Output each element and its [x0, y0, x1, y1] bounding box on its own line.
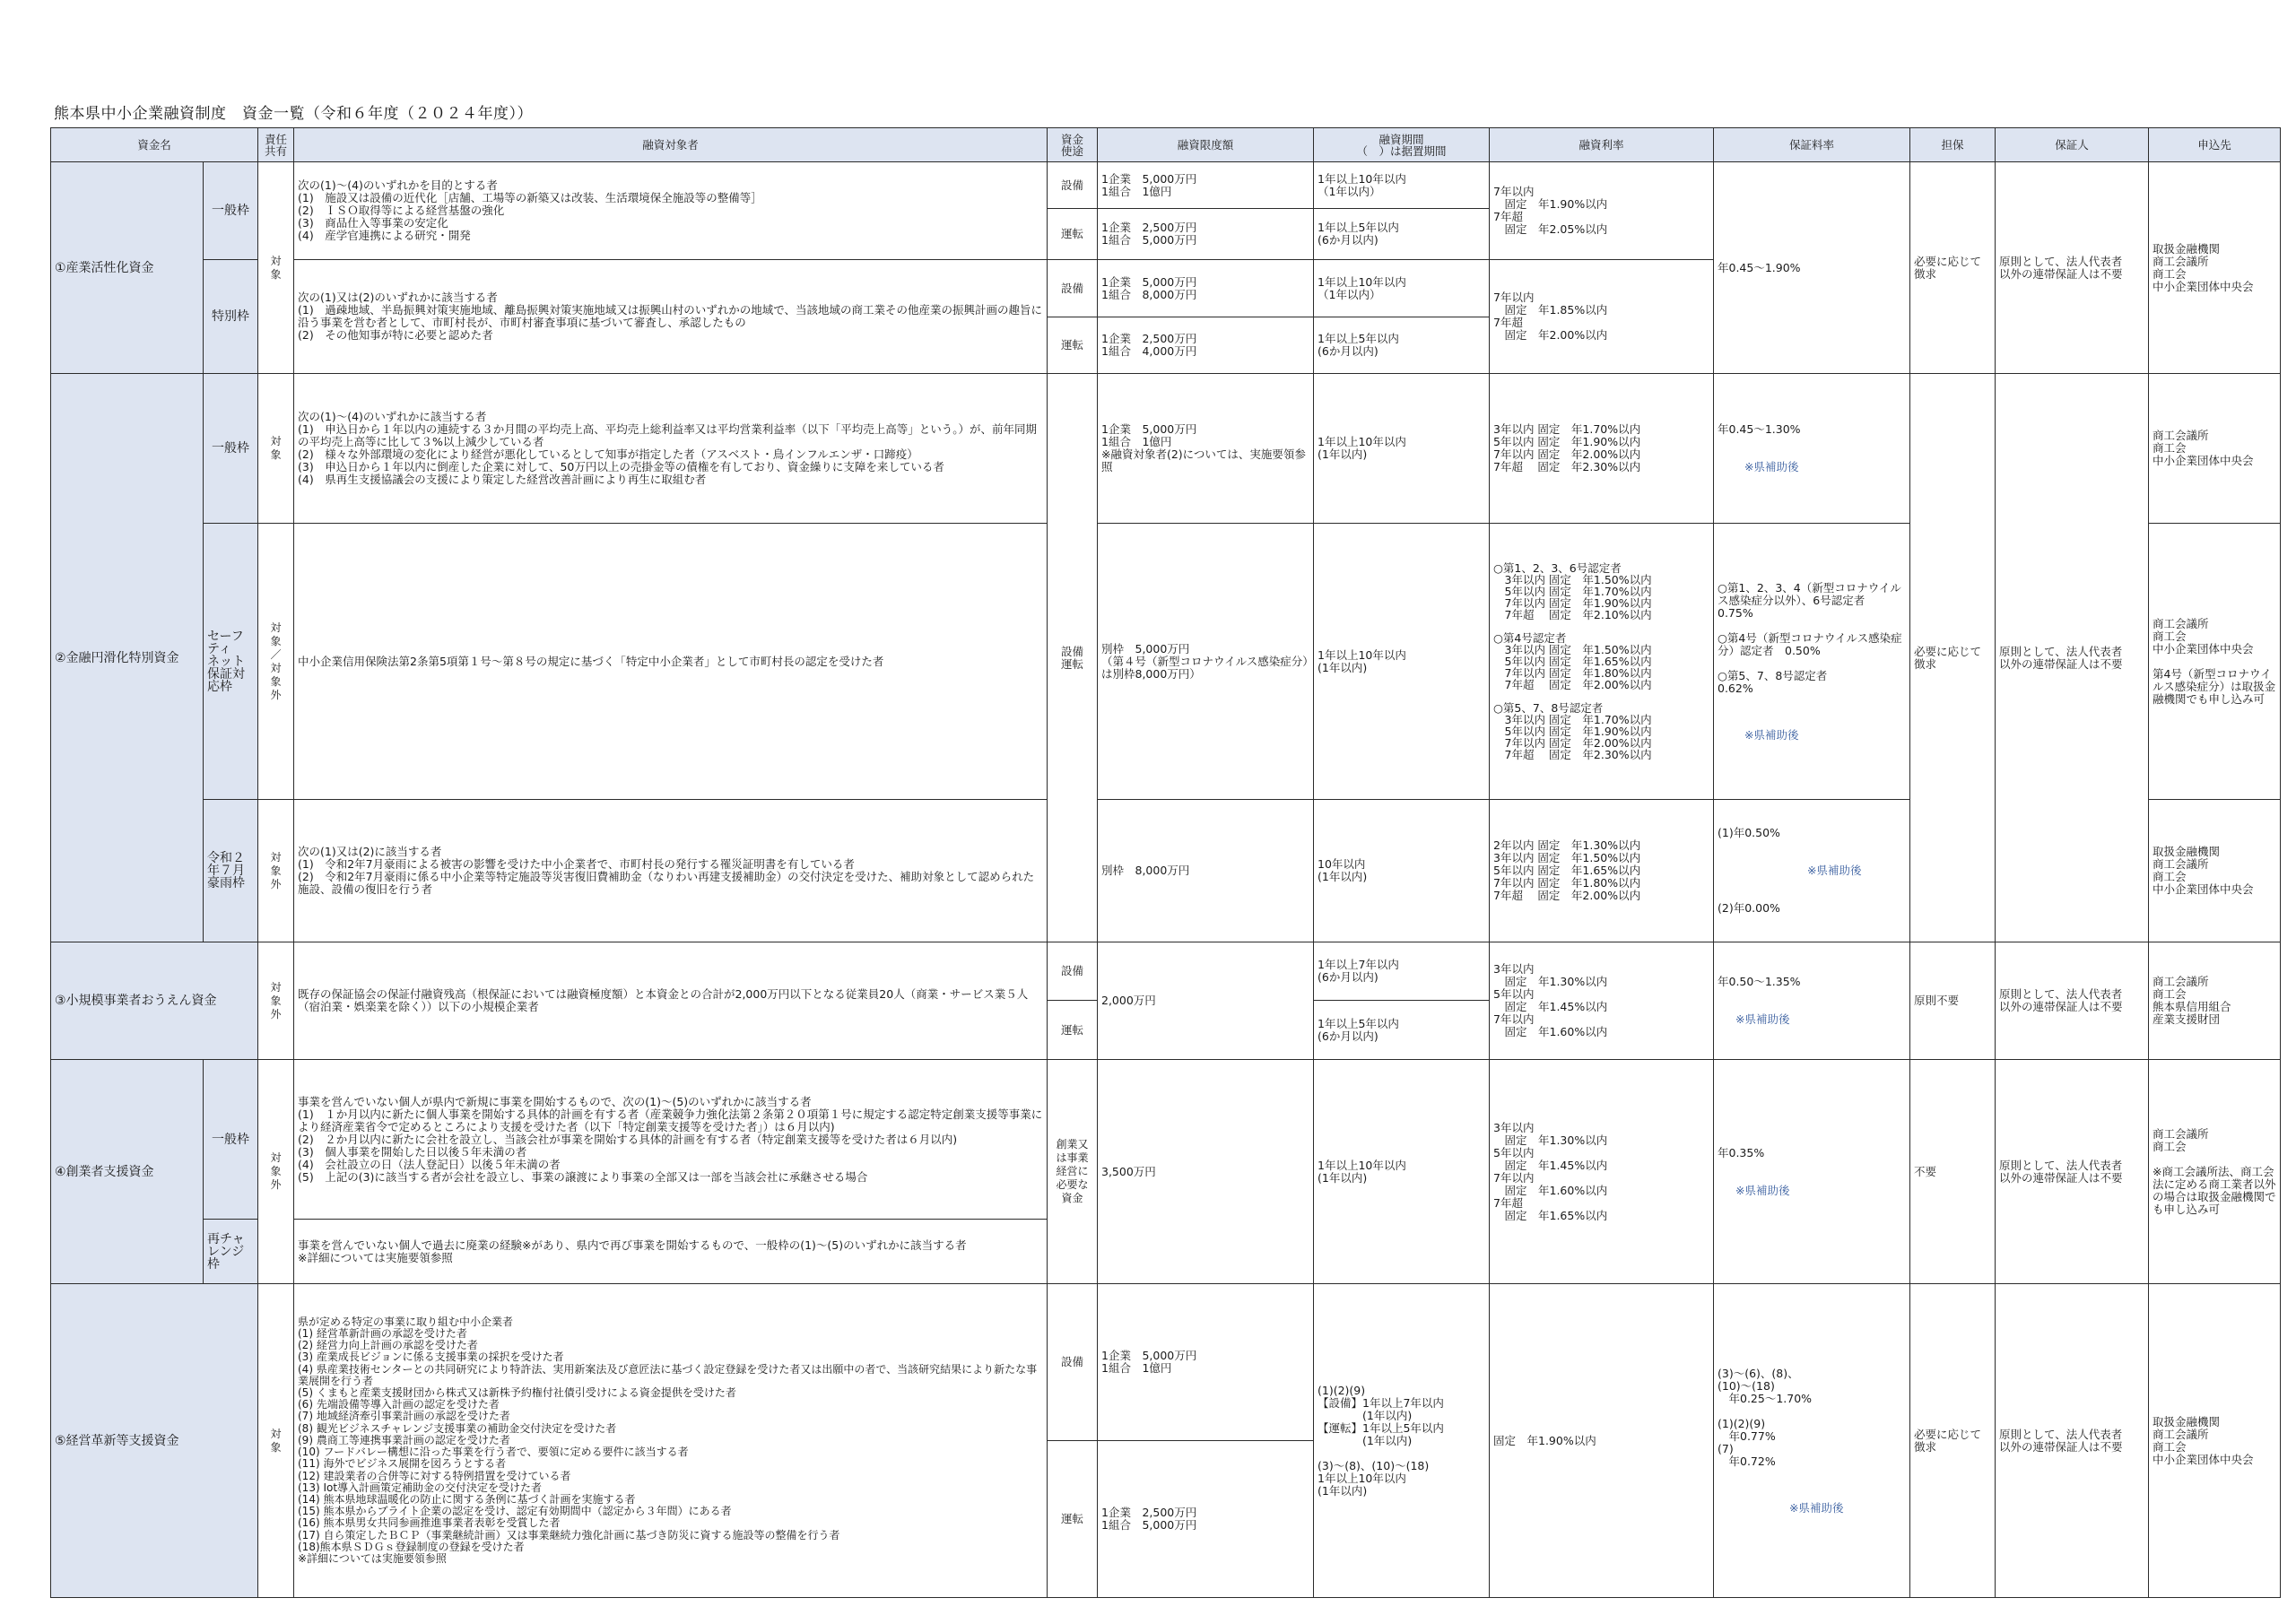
s4-rechallenge-label: 再チャ レンジ 枠	[204, 1220, 258, 1284]
s5-eq-limit: 1企業 5,000万円 1組合 1億円	[1098, 1284, 1314, 1441]
s3-joint: 対 象 外	[258, 942, 294, 1060]
s4-period: 1年以上10年以内 (1年以内)	[1314, 1060, 1490, 1284]
s5-guarantor: 原則として、法人代表者 以外の連帯保証人は不要	[1996, 1284, 2149, 1598]
header-name: 資金名	[51, 128, 258, 162]
s1-general-op-limit: 1企業 2,500万円 1組合 5,000万円	[1098, 209, 1314, 260]
s1-collateral: 必要に応じて 徴求	[1910, 162, 1996, 374]
s5-collateral: 必要に応じて 徴求	[1910, 1284, 1996, 1598]
s2-flood-target: 次の(1)又は(2)に該当する者 (1) 令和2年7月豪雨による被害の影響を受けた中小企業者で、市町村長の発行する罹災証明書を有している者 (2) 令和2年7月豪雨に係る中小企業等特定施設等災害復旧費補助金（なりわい再建支援補助金）の交付決定を受けた、補助対象として認められた施設、設備の復旧を行う者	[294, 800, 1048, 942]
s1-special-eq-limit: 1企業 5,000万円 1組合 8,000万円	[1098, 260, 1314, 317]
s2-flood-fee	[1714, 800, 1910, 942]
s2-safety-fee-value: ○第1、2、3、4（新型コロナウイルス感染症分以外）、6号認定者 0.75% ○第4号（新型コロナウイルス感染症分）認定者 0.50% ○第5、7、8号認定者 0.62%	[1718, 580, 1902, 695]
s1-special-eq-period: 1年以上10年以内 （1年以内）	[1314, 260, 1490, 317]
s3-fee-note: ※県補助後	[1735, 1012, 1790, 1026]
s4-apply: 商工会議所 商工会 ※商工会議所法、商工会法に定める商工業者以外の場合は取扱金融機関でも申し込み可	[2149, 1060, 2281, 1284]
s1-general-label: 一般枠	[204, 162, 258, 260]
s4-limit: 3,500万円	[1098, 1060, 1314, 1284]
s3-name: ③小規模事業者おうえん資金	[51, 942, 258, 1060]
s2-safety-rate: ○第1、2、3、6号認定者 3年以内 固定 年1.50%以内 5年以内 固定 年1.70%以内 7年以内 固定 年1.90%以内 7年超 固定 年2.10%以内 ○第4号認定者 3年以内 固定 年1.50%以内 5年以内 固定 年1.65%以内 7年以内 固定 年1.80%以内 7年超 固定 年2.00%以内 ○第5、7、8号認定者 3年以内 固定 年1.70%以内 5年以内 固定 年1.90%以内 7年以内 固定 年2.00%以内 7年超 固定 年2.30%以内	[1490, 524, 1714, 800]
s1-joint: 対 象	[258, 162, 294, 374]
s1-general-rate: 7年以内 固定 年1.90%以内 7年超 固定 年2.05%以内	[1490, 162, 1714, 260]
s5-apply: 取扱金融機関 商工会議所 商工会 中小企業団体中央会	[2149, 1284, 2281, 1598]
s2-flood-apply: 取扱金融機関 商工会議所 商工会 中小企業団体中央会	[2149, 800, 2281, 942]
s5-fee-value: (3)～(6)、(8)、 (10)～(18) 年0.25～1.70% (1)(2)(9) 年0.77% (7) 年0.72%	[1718, 1366, 1813, 1468]
s2-general-apply: 商工会議所 商工会 中小企業団体中央会	[2149, 374, 2281, 524]
s2-use: 設備 運転	[1048, 374, 1098, 942]
s2-safety-period: 1年以上10年以内 (1年以内)	[1314, 524, 1490, 800]
s3-eq-use: 設備	[1048, 942, 1098, 1001]
s4-use: 創業又 は事業 経営に 必要な 資金	[1048, 1060, 1098, 1284]
s1-general-eq-limit: 1企業 5,000万円 1組合 1億円	[1098, 162, 1314, 209]
s4-name: ④創業者支援資金	[51, 1060, 204, 1284]
s2-general-fee-value: 年0.45～1.30%	[1718, 422, 1801, 436]
s3-apply: 商工会議所 商工会 熊本県信用組合 産業支援財団	[2149, 942, 2281, 1060]
s1-general-op-period: 1年以上5年以内 (6か月以内)	[1314, 209, 1490, 260]
header-row	[51, 128, 2281, 162]
s5-eq-use: 設備	[1048, 1284, 1098, 1441]
s1-special-eq-use: 設備	[1048, 260, 1098, 317]
s5-rate: 固定 年1.90%以内	[1490, 1284, 1714, 1598]
loan-system-table	[50, 127, 2281, 1598]
s2-name: ②金融円滑化特別資金	[51, 374, 204, 942]
s2-safety-fee-note: ※県補助後	[1744, 727, 1799, 742]
s2-safety-target: 中小企業信用保険法第2条第5項第１号～第８号の規定に基づく「特定中小企業者」として市町村長の認定を受けた者	[294, 524, 1048, 800]
s1-guarantor: 原則として、法人代表者 以外の連帯保証人は不要	[1996, 162, 2149, 374]
s2-safety-fee	[1714, 524, 1910, 800]
s5-op-limit: 1企業 2,500万円 1組合 5,000万円	[1098, 1441, 1314, 1598]
s2-general-fee-note: ※県補助後	[1744, 460, 1799, 473]
s2-general-fee	[1714, 374, 1910, 524]
s5-op-use: 運転	[1048, 1441, 1098, 1598]
s2-general-row	[51, 374, 2281, 524]
s5-period: (1)(2)(9) 【設備】1年以上7年以内 (1年以内) 【運転】1年以上5年以内 (1年以内) (3)～(8)、(10)～(18) 1年以上10年以内 (1年以内)	[1314, 1284, 1490, 1598]
s2-general-period: 1年以上10年以内 (1年以内)	[1314, 374, 1490, 524]
s2-guarantor: 原則として、法人代表者 以外の連帯保証人は不要	[1996, 374, 2149, 942]
s1-general-op-use: 運転	[1048, 209, 1098, 260]
s3-fee-value: 年0.50～1.35%	[1718, 975, 1801, 988]
header-use: 資金 使途	[1048, 128, 1098, 162]
header-period: 融資期間 （ ）は据置期間	[1314, 128, 1490, 162]
s3-guarantor: 原則として、法人代表者 以外の連帯保証人は不要	[1996, 942, 2149, 1060]
s2-safety-joint: 対 象 ／ 対 象 外	[258, 524, 294, 800]
s2-safety-limit: 別枠 5,000万円 （第４号（新型コロナウイルス感染症分）は別枠8,000万円）	[1098, 524, 1314, 800]
s1-name: ①産業活性化資金	[51, 162, 204, 374]
s5-fee	[1714, 1284, 1910, 1598]
s2-general-limit: 1企業 5,000万円 1組合 1億円 ※融資対象者(2)については、実施要領参照	[1098, 374, 1314, 524]
s1-general-target: 次の(1)～(4)のいずれかを目的とする者 (1) 施設又は設備の近代化［店舗、工場等の新築又は改装、生活環境保全施設等の整備等］ (2) ＩＳＯ取得等による経営基盤の強化 (3) 商品仕入等事業の安定化 (4) 産学官連携による研究・開発	[294, 162, 1048, 260]
s4-general-row	[51, 1060, 2281, 1220]
s3-limit: 2,000万円	[1098, 942, 1314, 1060]
s4-fee	[1714, 1060, 1910, 1284]
s3-eq-period: 1年以上7年以内 (6か月以内)	[1314, 942, 1490, 1001]
s5-fee-note: ※県補助後	[1789, 1500, 1844, 1515]
s1-fee: 年0.45～1.90%	[1714, 162, 1910, 374]
s4-rate: 3年以内 固定 年1.30%以内 5年以内 固定 年1.45%以内 7年以内 固定 年1.60%以内 7年超 固定 年1.65%以内	[1490, 1060, 1714, 1284]
s1-special-rate: 7年以内 固定 年1.85%以内 7年超 固定 年2.00%以内	[1490, 260, 1714, 374]
s3-equipment-row	[51, 942, 2281, 1001]
s1-special-op-use: 運転	[1048, 317, 1098, 374]
s4-guarantor: 原則として、法人代表者 以外の連帯保証人は不要	[1996, 1060, 2149, 1284]
header-apply: 申込先	[2149, 128, 2281, 162]
s2-general-joint: 対 象	[258, 374, 294, 524]
header-limit: 融資限度額	[1098, 128, 1314, 162]
s3-collateral: 原則不要	[1910, 942, 1996, 1060]
s2-general-label: 一般枠	[204, 374, 258, 524]
s1-special-label: 特別枠	[204, 260, 258, 374]
s3-op-period: 1年以上5年以内 (6か月以内)	[1314, 1001, 1490, 1060]
s1-general-equipment-row	[51, 162, 2281, 209]
s2-general-target: 次の(1)～(4)のいずれかに該当する者 (1) 申込日から１年以内の連続する３か月間の平均売上高、平均売上総利益率又は平均営業利益率（以下「平均売上高等」という。）が、前年同期の平均売上高等に比して３%以上減少している者 (2) 様々な外部環境の変化により経営が悪化しているとして知事が指定した者（アスベスト・鳥インフルエンザ・口蹄疫） (3) 申込日から１年以内に倒産した企業に対して、50万円以上の売掛金等の債権を有しており、資金繰りに支障を来している者 (4) 県再生支援協議会の支援により策定した経営改善計画により再生に取組む者	[294, 374, 1048, 524]
header-guarantor: 保証人	[1996, 128, 2149, 162]
s1-apply: 取扱金融機関 商工会議所 商工会 中小企業団体中央会	[2149, 162, 2281, 374]
s5-equipment-row	[51, 1284, 2281, 1441]
s3-rate: 3年以内 固定 年1.30%以内 5年以内 固定 年1.45%以内 7年以内 固定 年1.60%以内	[1490, 942, 1714, 1060]
header-joint: 責任 共有	[258, 128, 294, 162]
s2-flood-fee1: (1)年0.50%	[1718, 826, 1780, 839]
s1-general-eq-use: 設備	[1048, 162, 1098, 209]
page-title: 熊本県中小企業融資制度 資金一覧（令和６年度（２０２４年度））	[54, 105, 533, 123]
s4-joint: 対 象 外	[258, 1060, 294, 1284]
s4-general-label: 一般枠	[204, 1060, 258, 1220]
header-collateral: 担保	[1910, 128, 1996, 162]
s3-target: 既存の保証協会の保証付融資残高（根保証においては融資極度額）と本資金との合計が2,000万円以下となる従業員20人（商業・サービス業５人（宿泊業・娯楽業を除く））以下の小規模企業者	[294, 942, 1048, 1060]
s2-flood-joint: 対 象 外	[258, 800, 294, 942]
s4-fee-value: 年0.35%	[1718, 1145, 1765, 1159]
s4-general-target: 事業を営んでいない個人が県内で新規に事業を開始するもので、次の(1)～(5)のいずれかに該当する者 (1) １か月以内に新たに個人事業を開始する具体的計画を有する者（産業競争力強化法第２条第２０項第１号に規定する認定特定創業支援等事業により経済産業省令で定めるところにより支援を受けた者（以下「特定創業支援等を受けた者」）は６月以内) (2) ２か月以内に新たに会社を設立し、当該会社が事業を開始する具体的計画を有する者（特定創業支援等を受けた者は６月以内) (3) 個人事業を開始した日以後５年未満の者 (4) 会社設立の日（法人登記日）以後５年未満の者 (5) 上記の(3)に該当する者が会社を設立し、事業の譲渡により事業の全部又は一部を当該会社に承継させる場合	[294, 1060, 1048, 1220]
s4-fee-note: ※県補助後	[1735, 1183, 1790, 1197]
s2-flood-rate: 2年以内 固定 年1.30%以内 3年以内 固定 年1.50%以内 5年以内 固定 年1.65%以内 7年以内 固定 年1.80%以内 7年超 固定 年2.00%以内	[1490, 800, 1714, 942]
s2-general-rate: 3年以内 固定 年1.70%以内 5年以内 固定 年1.90%以内 7年以内 固定 年2.00%以内 7年超 固定 年2.30%以内	[1490, 374, 1714, 524]
header-rate: 融資利率	[1490, 128, 1714, 162]
header-target: 融資対象者	[294, 128, 1048, 162]
s1-special-target: 次の(1)又は(2)のいずれかに該当する者 (1) 過疎地域、半島振興対策実施地域、離島振興対策実施地域又は振興山村のいずれかの地域で、当該地域の商工業その他産業の振興計画の趣旨に沿う事業を営む者として、市町村長が、市町村審査事項に基づいて審査し、承認したもの (2) その他知事が特に必要と認めた者	[294, 260, 1048, 374]
s1-special-op-limit: 1企業 2,500万円 1組合 4,000万円	[1098, 317, 1314, 374]
s4-rechallenge-target: 事業を営んでいない個人で過去に廃業の経験※があり、県内で再び事業を開始するもので、一般枠の(1)～(5)のいずれかに該当する者 ※詳細については実施要領参照	[294, 1220, 1048, 1284]
header-fee: 保証料率	[1714, 128, 1910, 162]
s4-collateral: 不要	[1910, 1060, 1996, 1284]
s2-flood-period: 10年以内 (1年以内)	[1314, 800, 1490, 942]
s3-fee	[1714, 942, 1910, 1060]
s5-name: ⑤経営革新等支援資金	[51, 1284, 258, 1598]
s1-general-eq-period: 1年以上10年以内 （1年以内）	[1314, 162, 1490, 209]
s2-flood-limit: 別枠 8,000万円	[1098, 800, 1314, 942]
s2-flood-fee2: (2)年0.00%	[1718, 901, 1780, 915]
s2-collateral: 必要に応じて 徴求	[1910, 374, 1996, 942]
s2-safety-label: セーフ ティ ネット 保証対 応枠	[204, 524, 258, 800]
s2-flood-label: 令和２ 年７月 豪雨枠	[204, 800, 258, 942]
s3-op-use: 運転	[1048, 1001, 1098, 1060]
s2-safety-apply: 商工会議所 商工会 中小企業団体中央会 第4号（新型コロナウイルス感染症分）は取扱金融機関でも申し込み可	[2149, 524, 2281, 800]
s2-flood-fee-note: ※県補助後	[1807, 864, 1862, 877]
s5-joint: 対 象	[258, 1284, 294, 1598]
s1-special-op-period: 1年以上5年以内 (6か月以内)	[1314, 317, 1490, 374]
s5-target: 県が定める特定の事業に取り組む中小企業者 (1) 経営革新計画の承認を受けた者 (2) 経営力向上計画の承認を受けた者 (3) 産業成長ビジョンに係る支援事業の採択を受けた者 (4) 県産業技術センターとの共同研究により特許法、実用新案法及び意匠法に基づく設定登録を受けた者又は出願中の者で、当該研究結果により新たな事業展開を行う者 (5) くまもと産業支援財団から株式又は新株予約権付社債引受けによる資金提供を受けた者 (6) 先端設備等導入計画の認定を受けた者 (7) 地域経済牽引事業計画の承認を受けた者 (8) 観光ビジネスチャレンジ支援事業の補助金交付決定を受けた者 (9) 農商工等連携事業計画の認定を受けた者 (10) フードバレー構想に沿った事業を行う者で、要領に定める要件に該当する者 (11) 海外でビジネス展開を図ろうとする者 (12) 建設業者の合併等に対する特例措置を受けている者 (13) Iot導入計画策定補助金の交付決定を受けた者 (14) 熊本県地球温暖化の防止に関する条例に基づく計画を実施する者 (15) 熊本県からブライト企業の認定を受け、認定有効期間中（認定から３年間）にある者 (16) 熊本県男女共同参画推進事業者表彰を受賞した者 (17) 自ら策定したＢＣＰ（事業継続計画）又は事業継続力強化計画に基づき防災に資する施設等の整備を行う者 (18)熊本県ＳＤＧｓ登録制度の登録を受けた者 ※詳細については実施要領参照	[294, 1284, 1048, 1598]
